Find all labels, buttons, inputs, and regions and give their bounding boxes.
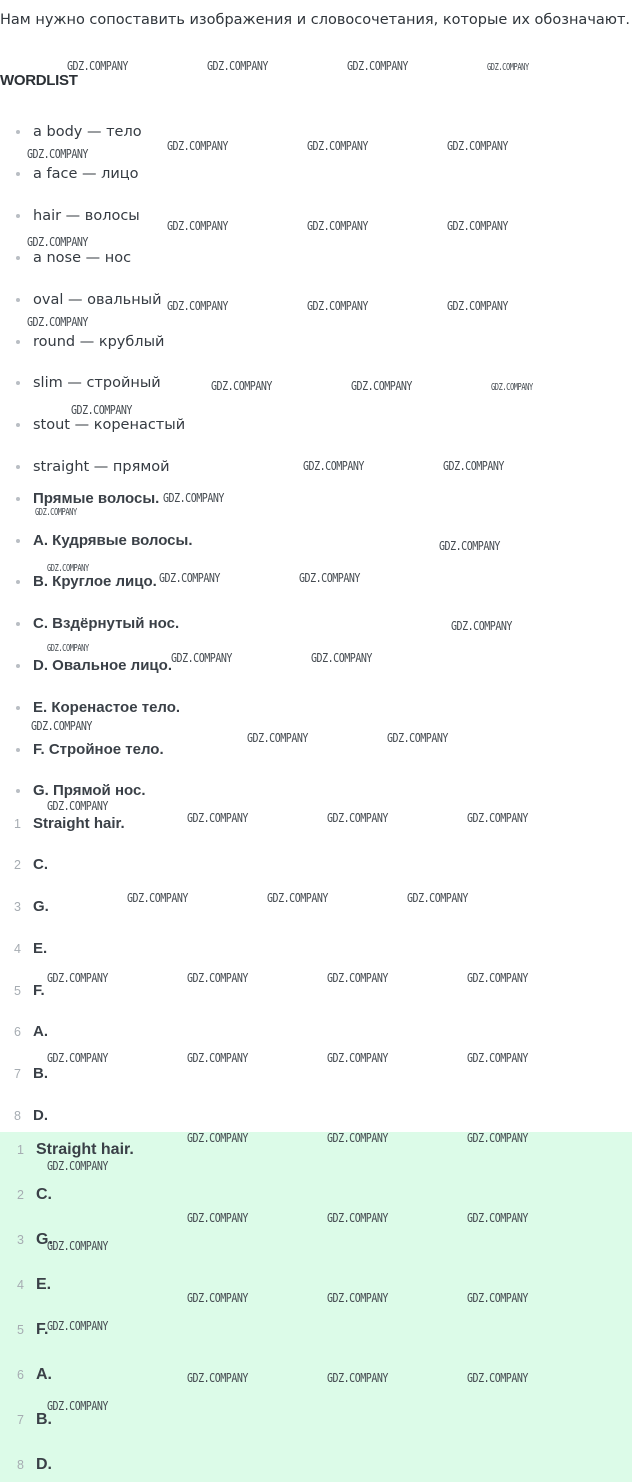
watermark-text: GDZ.COMPANY (447, 298, 508, 313)
watermark-text: GDZ.COMPANY (347, 58, 408, 73)
wordlist-item: oval — овальный (16, 288, 162, 312)
watermark-text: GDZ.COMPANY (167, 218, 228, 233)
bullet-icon (16, 381, 20, 385)
watermark-text: GDZ.COMPANY (267, 890, 328, 905)
intro-text: Нам нужно сопоставить изображения и словосочетания, которые их обозначают. (0, 12, 631, 28)
watermark-text: GDZ.COMPANY (207, 58, 268, 73)
option-item: D. Овальное лицо. (16, 654, 172, 678)
match-item: 5 F. (14, 982, 45, 999)
wordlist-item: a nose — нос (16, 246, 131, 270)
watermark-text: GDZ.COMPANY (35, 507, 77, 518)
watermark-text: GDZ.COMPANY (159, 570, 220, 585)
match-item: 4 E. (14, 940, 48, 957)
match-item: 3 G. (14, 898, 49, 915)
bullet-icon (16, 172, 20, 176)
watermark-text: GDZ.COMPANY (187, 1370, 248, 1385)
watermark-text: GDZ.COMPANY (327, 1290, 388, 1305)
match-item: 1 Straight hair. (14, 815, 125, 832)
watermark-text: GDZ.COMPANY (467, 1050, 528, 1065)
watermark-text: GDZ.COMPANY (327, 1370, 388, 1385)
watermark-text: GDZ.COMPANY (447, 218, 508, 233)
watermark-text: GDZ.COMPANY (299, 570, 360, 585)
watermark-text: GDZ.COMPANY (167, 138, 228, 153)
watermark-text: GDZ.COMPANY (303, 458, 364, 473)
bullet-icon (16, 298, 20, 302)
watermark-text: GDZ.COMPANY (407, 890, 468, 905)
match-item: 6 A. (14, 1023, 48, 1040)
watermark-text: GDZ.COMPANY (27, 314, 88, 329)
watermark-text: GDZ.COMPANY (47, 1398, 108, 1413)
watermark-text: GDZ.COMPANY (47, 1050, 108, 1065)
match-item: 2 C. (14, 856, 48, 873)
wordlist-item: round — крублый (16, 330, 164, 354)
bullet-icon (16, 622, 20, 626)
bullet-icon (16, 789, 20, 793)
watermark-text: GDZ.COMPANY (467, 1290, 528, 1305)
option-item: Прямые волосы. (16, 487, 159, 511)
bullet-icon (16, 539, 20, 543)
answer-item: 3 G. (17, 1231, 53, 1248)
watermark-text: GDZ.COMPANY (187, 970, 248, 985)
bullet-icon (16, 706, 20, 710)
watermark-text: GDZ.COMPANY (211, 378, 272, 393)
option-item: E. Коренастое тело. (16, 696, 180, 720)
wordlist-item: a body — тело (16, 120, 142, 144)
answer-box (0, 1132, 632, 1482)
option-item: C. Вздёрнутый нос. (16, 612, 179, 636)
option-item: A. Кудрявые волосы. (16, 529, 193, 553)
answer-item: 1 Straight hair. (17, 1141, 134, 1158)
watermark-text: GDZ.COMPANY (467, 810, 528, 825)
watermark-text: GDZ.COMPANY (443, 458, 504, 473)
watermark-text: GDZ.COMPANY (187, 810, 248, 825)
watermark-text: GDZ.COMPANY (47, 1318, 108, 1333)
watermark-text: GDZ.COMPANY (491, 382, 533, 393)
answer-item: 6 A. (17, 1366, 52, 1383)
wordlist-item: straight — прямой (16, 455, 170, 479)
watermark-text: GDZ.COMPANY (71, 402, 132, 417)
option-item: G. Прямой нос. (16, 779, 146, 803)
bullet-icon (16, 423, 20, 427)
watermark-text: GDZ.COMPANY (487, 62, 529, 73)
watermark-text: GDZ.COMPANY (47, 1158, 108, 1173)
watermark-text: GDZ.COMPANY (187, 1290, 248, 1305)
bullet-icon (16, 340, 20, 344)
match-item: 7 B. (14, 1065, 48, 1082)
bullet-icon (16, 130, 20, 134)
watermark-text: GDZ.COMPANY (247, 730, 308, 745)
watermark-text: GDZ.COMPANY (387, 730, 448, 745)
wordlist-item: slim — стройный (16, 371, 161, 395)
watermark-text: GDZ.COMPANY (187, 1210, 248, 1225)
watermark-text: GDZ.COMPANY (327, 1210, 388, 1225)
bullet-icon (16, 580, 20, 584)
watermark-text: GDZ.COMPANY (171, 650, 232, 665)
watermark-text: GDZ.COMPANY (163, 490, 224, 505)
watermark-text: GDZ.COMPANY (327, 810, 388, 825)
watermark-text: GDZ.COMPANY (467, 970, 528, 985)
watermark-text: GDZ.COMPANY (307, 298, 368, 313)
watermark-text: GDZ.COMPANY (187, 1130, 248, 1145)
watermark-text: GDZ.COMPANY (467, 1210, 528, 1225)
option-item: F. Стройное тело. (16, 738, 164, 762)
answer-item: 2 C. (17, 1186, 52, 1203)
bullet-icon (16, 256, 20, 260)
match-item: 8 D. (14, 1107, 48, 1124)
bullet-icon (16, 748, 20, 752)
watermark-text: GDZ.COMPANY (351, 378, 412, 393)
watermark-text: GDZ.COMPANY (47, 798, 108, 813)
answer-item: 8 D. (17, 1456, 52, 1473)
watermark-text: GDZ.COMPANY (467, 1130, 528, 1145)
watermark-text: GDZ.COMPANY (307, 218, 368, 233)
wordlist-item: stout — коренастый (16, 413, 185, 437)
watermark-text: GDZ.COMPANY (127, 890, 188, 905)
watermark-text: GDZ.COMPANY (327, 1130, 388, 1145)
option-item: B. Круглое лицо. (16, 570, 157, 594)
answer-item: 5 F. (17, 1321, 49, 1338)
watermark-text: GDZ.COMPANY (307, 138, 368, 153)
watermark-text: GDZ.COMPANY (451, 618, 512, 633)
bullet-icon (16, 465, 20, 469)
watermark-text: GDZ.COMPANY (47, 643, 89, 654)
watermark-text: GDZ.COMPANY (439, 538, 500, 553)
answer-item: 7 B. (17, 1411, 52, 1428)
watermark-text: GDZ.COMPANY (447, 138, 508, 153)
answer-item: 4 E. (17, 1276, 52, 1293)
watermark-text: GDZ.COMPANY (187, 1050, 248, 1065)
watermark-text: GDZ.COMPANY (27, 234, 88, 249)
watermark-text: GDZ.COMPANY (47, 1238, 108, 1253)
watermark-text: GDZ.COMPANY (167, 298, 228, 313)
watermark-text: GDZ.COMPANY (327, 1050, 388, 1065)
watermark-text: GDZ.COMPANY (27, 146, 88, 161)
bullet-icon (16, 214, 20, 218)
watermark-text: GDZ.COMPANY (31, 718, 92, 733)
watermark-text: GDZ.COMPANY (67, 58, 128, 73)
watermark-text: GDZ.COMPANY (327, 970, 388, 985)
watermark-text: GDZ.COMPANY (47, 970, 108, 985)
watermark-text: GDZ.COMPANY (311, 650, 372, 665)
watermark-text: GDZ.COMPANY (47, 563, 89, 574)
bullet-icon (16, 497, 20, 501)
wordlist-item: a face — лицо (16, 162, 139, 186)
bullet-icon (16, 664, 20, 668)
wordlist-item: hair — волосы (16, 204, 140, 228)
wordlist-heading: WORDLIST (0, 72, 78, 89)
watermark-text: GDZ.COMPANY (467, 1370, 528, 1385)
